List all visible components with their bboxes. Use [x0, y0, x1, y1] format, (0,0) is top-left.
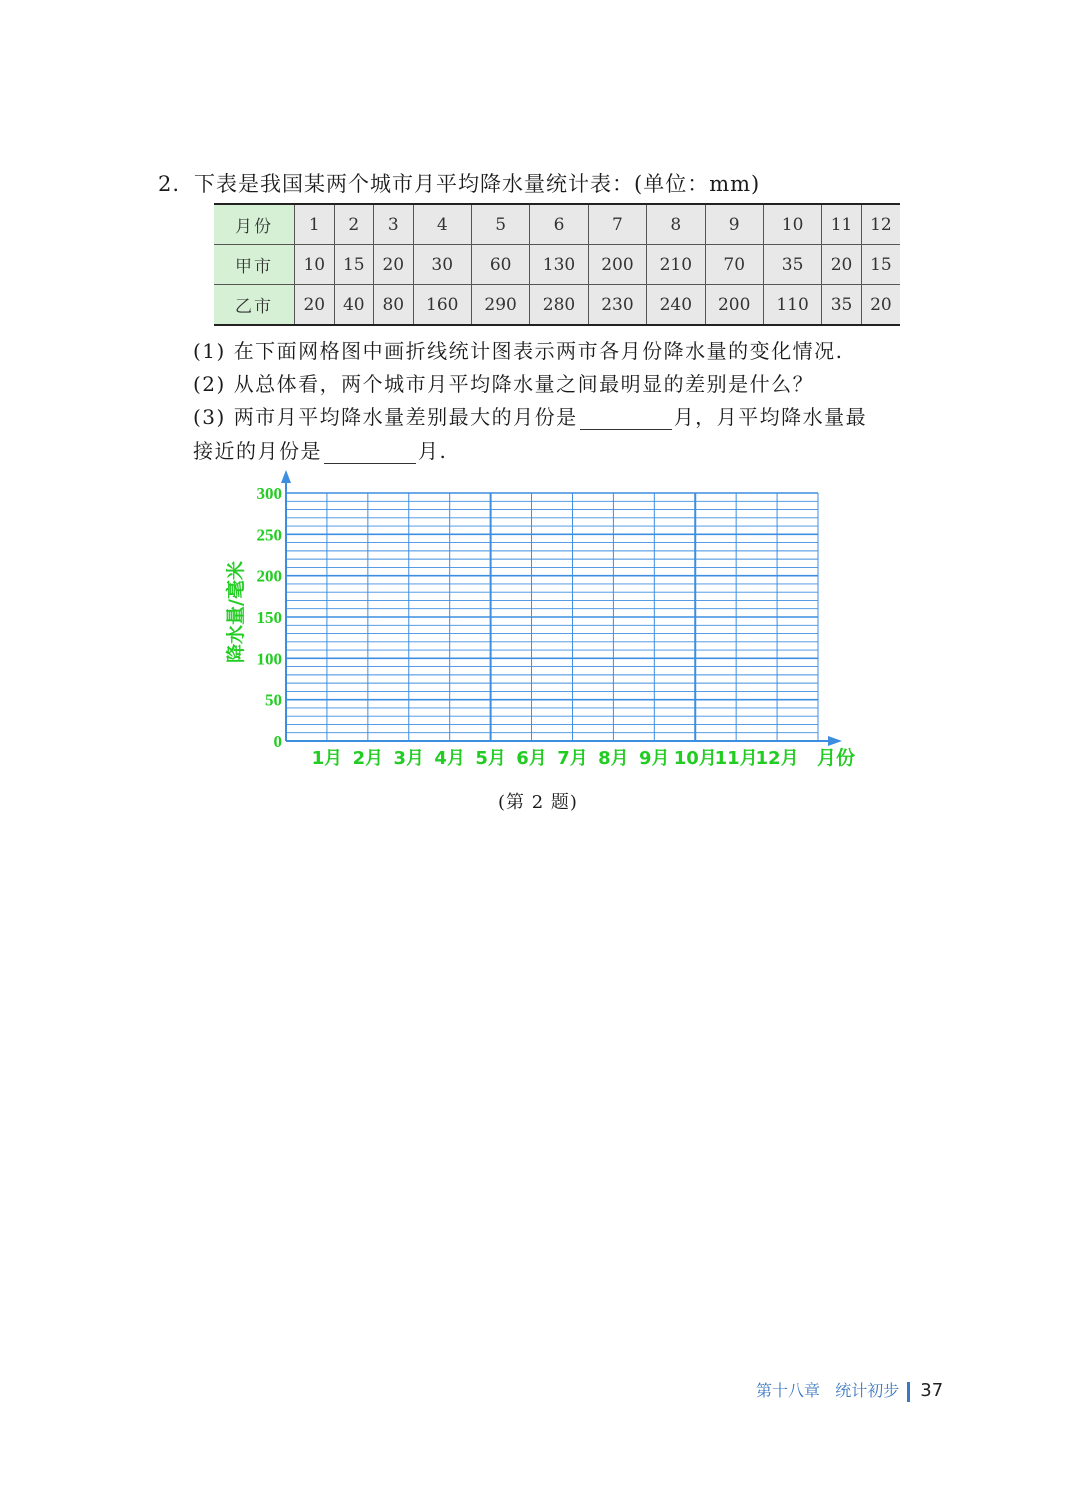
subquestion-3-text-a: (3) 两市月平均降水量差别最大的月份是 [193, 405, 578, 429]
table-cell: 20 [822, 245, 862, 285]
table-cell: 3 [374, 204, 414, 245]
x-tick-label: 9月 [639, 748, 670, 769]
table-cell: 30 [413, 245, 471, 285]
table-cell: 160 [413, 285, 471, 326]
table-cell: 35 [822, 285, 862, 326]
subquestion-2: (2) 从总体看，两个城市月平均降水量之间最明显的差别是什么？ [193, 372, 815, 396]
table-cell: 40 [334, 285, 374, 326]
figure-caption: (第 2 题) [498, 792, 578, 813]
x-tick-label: 8月 [598, 748, 629, 769]
table-cell: 80 [374, 285, 414, 326]
footer-chapter: 第十八章 [756, 1381, 821, 1400]
y-tick-label: 150 [256, 608, 282, 627]
table-cell: 35 [763, 245, 821, 285]
x-axis-label: 月份 [816, 747, 856, 769]
table-cell: 6 [530, 204, 588, 245]
page-footer [756, 1378, 943, 1402]
table-cell: 230 [588, 285, 646, 326]
table-cell: 12 [861, 204, 900, 245]
x-tick-label: 11月 [714, 748, 758, 769]
table-cell: 20 [374, 245, 414, 285]
x-tick-label: 5月 [475, 748, 506, 769]
table-cell: 290 [471, 285, 529, 326]
row-header: 甲市 [214, 245, 295, 285]
table-cell: 1 [295, 204, 335, 245]
x-tick-label: 1月 [311, 748, 343, 769]
x-tick-label: 3月 [393, 748, 425, 769]
table-cell: 10 [295, 245, 335, 285]
question-number: 2. [158, 172, 181, 196]
table-cell: 10 [763, 204, 821, 245]
y-tick-label: 50 [265, 690, 282, 710]
row-header: 月份 [214, 204, 295, 245]
row-header: 乙市 [214, 285, 295, 326]
x-tick-label: 4月 [434, 748, 465, 769]
y-tick-label: 0 [273, 732, 282, 751]
table-cell: 8 [647, 204, 705, 245]
x-tick-label: 2月 [352, 748, 384, 769]
subquestion-3-text-d: 月. [418, 439, 448, 463]
y-tick-label: 300 [256, 484, 282, 503]
y-tick-label: 200 [256, 566, 282, 586]
table-cell: 4 [413, 204, 471, 245]
y-axis-arrow [281, 470, 291, 483]
table-cell: 240 [647, 285, 705, 326]
table-cell: 210 [647, 245, 705, 285]
table-cell: 7 [588, 204, 646, 245]
table-cell: 130 [530, 245, 588, 285]
y-axis-label: 降水量/毫米 [225, 561, 247, 663]
x-tick-label: 10月 [673, 748, 717, 769]
x-tick-label: 12月 [755, 748, 799, 769]
table-cell: 15 [334, 245, 374, 285]
table-cell: 5 [471, 204, 529, 245]
footer-divider [907, 1382, 910, 1402]
table-cell: 15 [861, 245, 900, 285]
x-tick-label: 7月 [557, 748, 588, 769]
table-cell: 200 [588, 245, 646, 285]
subquestion-3-text-b: 月，月平均降水量最 [673, 405, 868, 429]
table-cell: 11 [822, 204, 862, 245]
table-cell: 20 [861, 285, 900, 326]
table-cell: 200 [705, 285, 763, 326]
table-cell: 20 [295, 285, 335, 326]
table-cell: 280 [530, 285, 588, 326]
page-number: 37 [920, 1380, 944, 1401]
table-cell: 70 [705, 245, 763, 285]
x-tick-label: 6月 [516, 748, 547, 769]
subquestion-1: (1) 在下面网格图中画折线统计图表示两市各月份降水量的变化情况. [193, 339, 844, 363]
x-axis-arrow [828, 736, 842, 746]
y-tick-label: 250 [256, 525, 282, 545]
footer-section: 统计初步 [835, 1381, 900, 1400]
table-cell: 9 [705, 204, 763, 245]
question-text: 下表是我国某两个城市月平均降水量统计表：(单位：mm) [194, 172, 761, 196]
table-cell: 60 [471, 245, 529, 285]
y-tick-label: 100 [256, 649, 282, 669]
table-cell: 2 [334, 204, 374, 245]
table-cell: 110 [763, 285, 821, 326]
subquestion-3-text-c: 接近的月份是 [193, 439, 322, 463]
